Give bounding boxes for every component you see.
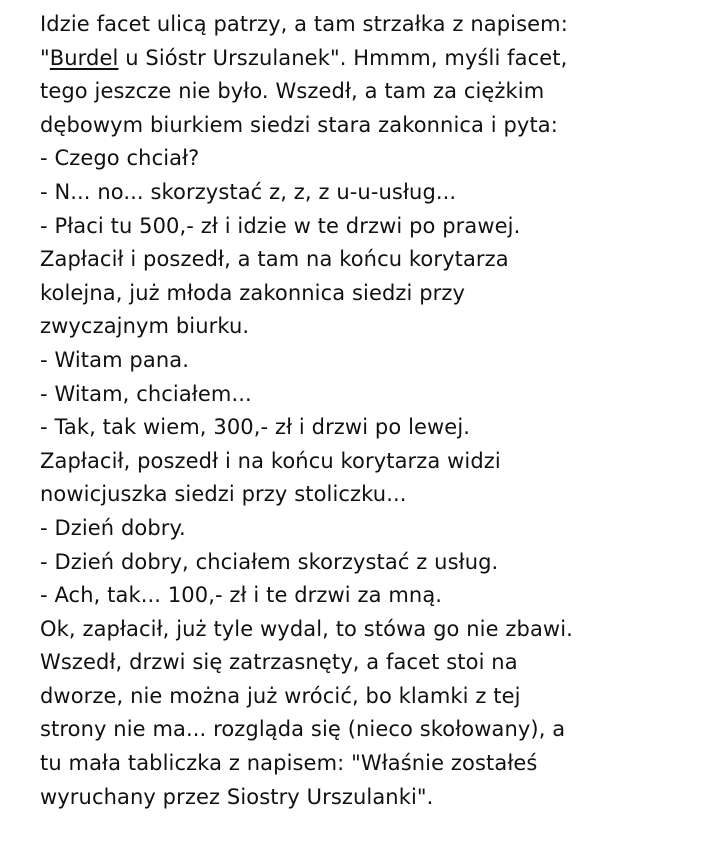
text-line-15: nowicjuszka siedzi przy stoliczku... (40, 482, 407, 507)
text-line-21: dworze, nie można już wrócić, bo klamki z tej (40, 683, 521, 708)
joke-text-block (40, 8, 712, 814)
text-line-8: Zapłacił i poszedł, a tam na końcu korytarza (40, 247, 509, 272)
text-line-19: Ok, zapłacił, już tyle wydal, to stówa go nie zbawi. (40, 616, 573, 641)
text-line-20: Wszedł, drzwi się zatrzasnęty, a facet stoi na (40, 650, 518, 675)
text-line-3: tego jeszcze nie było. Wszedł, a tam za ciężkim (40, 79, 545, 104)
text-line-2-rest: u Sióstr Urszulanek". Hmmm, myśli facet, (118, 45, 568, 70)
text-line-12: - Witam, chciałem... (40, 381, 252, 406)
open-quote: " (40, 45, 50, 70)
text-line-16: - Dzień dobry. (40, 515, 186, 540)
underlined-word: Burdel (49, 45, 119, 70)
text-line-22: strony nie ma... rozgląda się (nieco skołowany), a (40, 717, 566, 742)
text-line-14: Zapłacił, poszedł i na końcu korytarza widzi (40, 448, 501, 473)
text-line-10: zwyczajnym biurku. (40, 314, 250, 339)
text-line-13: - Tak, tak wiem, 300,- zł i drzwi po lewej. (40, 415, 471, 440)
text-line-9: kolejna, już młoda zakonnica siedzi przy (40, 280, 466, 305)
text-line-24: wyruchany przez Siostry Urszulanki". (40, 784, 434, 809)
text-line-18: - Ach, tak... 100,- zł i te drzwi za mną. (40, 583, 443, 608)
text-line-6: - N... no... skorzystać z, z, z u-u-usług... (40, 179, 457, 204)
text-line-1: Idzie facet ulicą patrzy, a tam strzałka z napisem: (40, 12, 568, 36)
text-line-5: - Czego chciał? (40, 146, 200, 171)
text-line-4: dębowym biurkiem siedzi stara zakonnica i pyta: (40, 112, 558, 137)
text-line-2 (40, 42, 712, 76)
text-line-7: - Płaci tu 500,- zł i idzie w te drzwi po prawej. (40, 213, 521, 238)
text-line-11: - Witam pana. (40, 347, 189, 372)
text-line-17: - Dzień dobry, chciałem skorzystać z usług. (40, 549, 499, 574)
text-line-23: tu mała tabliczka z napisem: "Właśnie zostałeś (40, 751, 538, 776)
